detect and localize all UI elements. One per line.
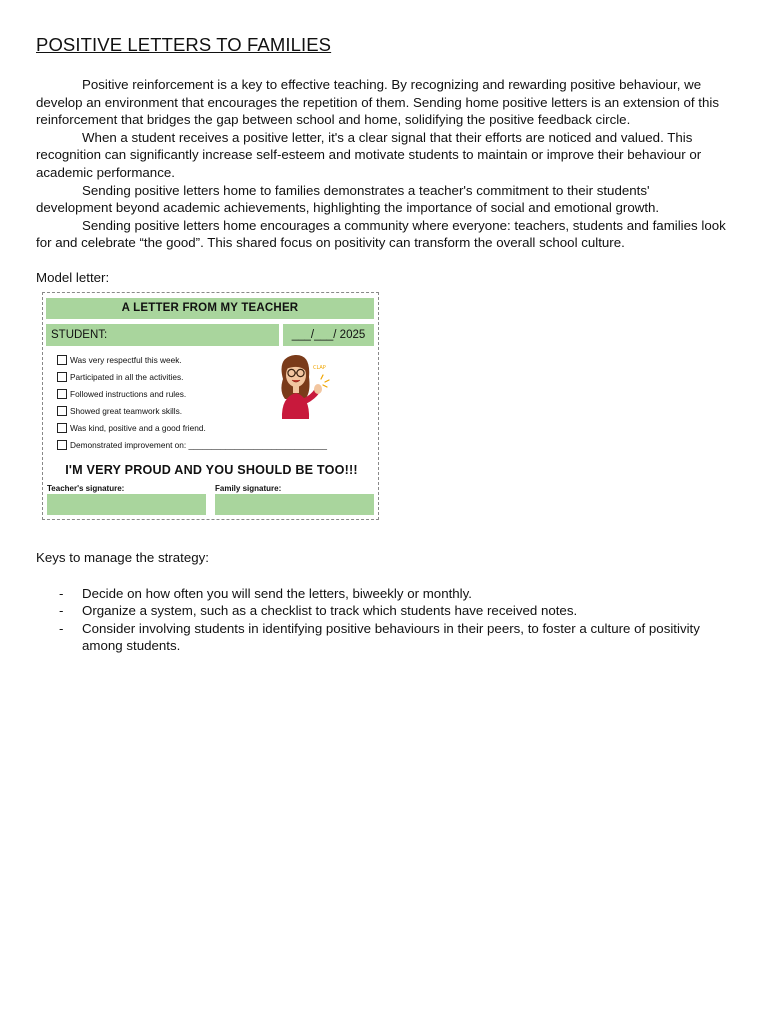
teacher-avatar-icon [265, 349, 335, 421]
checkbox[interactable] [57, 423, 67, 433]
proud-message: I'M VERY PROUD AND YOU SHOULD BE TOO!!! [65, 462, 358, 477]
paragraph-recognition: When a student receives a positive letter, it's a clear signal that their efforts are noticed and valued. This recognition can significantly increase self-esteem and motivate students to maintain or improve their behaviour or academic performance. [36, 129, 702, 180]
checklist-item-label: Showed great teamwork skills. [70, 406, 183, 417]
model-letter-card [42, 292, 379, 520]
list-item [36, 602, 726, 619]
document-page [36, 34, 726, 655]
paragraph-commitment: Sending positive letters home to families demonstrates a teacher's commitment to their students' development beyond academic achievements, highlighting the importance of social and emotional growth. [36, 182, 660, 216]
list-item [36, 620, 726, 655]
teacher-signature-field [47, 494, 206, 515]
list-item [36, 585, 726, 602]
student-field: STUDENT: [46, 324, 279, 346]
date-field: ___/___/ 2025 [283, 324, 374, 346]
checklist-item-label: Demonstrated improvement on: ______________________________ [70, 440, 327, 451]
keys-heading: Keys to manage the strategy: [36, 549, 209, 565]
letter-heading: A LETTER FROM MY TEACHER [46, 298, 374, 319]
bullet-dash: - [59, 585, 64, 601]
checklist-item [57, 420, 377, 437]
page-title: POSITIVE LETTERS TO FAMILIES [36, 34, 332, 55]
list-item-text: Consider involving students in identifying positive behaviours in their peers, to foster a culture of positivity among students. [82, 620, 700, 654]
list-item-text: Decide on how often you will send the letters, biweekly or monthly. [82, 585, 472, 601]
checklist-item-label: Followed instructions and rules. [70, 388, 187, 399]
paragraph-reinforcement: Positive reinforcement is a key to effective teaching. By recognizing and rewarding positive behaviour, we develop an environment that encourages the repetition of them. Sending home positive letters is an extension of this reinforcement that bridges the gap between school and home, solidifying the positive feedback circle. [36, 77, 719, 128]
checkbox[interactable] [57, 355, 67, 365]
checkbox[interactable] [57, 406, 67, 416]
bullet-dash: - [59, 620, 64, 636]
checklist-item-label: Participated in all the activities. [70, 371, 184, 382]
checkbox[interactable] [57, 372, 67, 382]
teacher-signature-label: Teacher's signature: [47, 483, 125, 493]
bullet-dash: - [59, 603, 64, 619]
family-signature-label: Family signature: [215, 483, 282, 493]
checkbox[interactable] [57, 389, 67, 399]
checklist-item-label: Was very respectful this week. [70, 354, 182, 365]
checklist-item-label: Was kind, positive and a good friend. [70, 423, 206, 434]
svg-text:CLAP: CLAP [313, 364, 326, 371]
family-signature-field [215, 494, 374, 515]
list-item-text: Organize a system, such as a checklist to track which students have received notes. [82, 603, 578, 619]
checkbox[interactable] [57, 440, 67, 450]
paragraph-community: Sending positive letters home encourages a community where everyone: teachers, students and families look for and celebrate “the good”. This shared focus on positivity can transform the overall school culture. [36, 217, 726, 251]
checklist-item [57, 437, 377, 454]
keys-list [36, 585, 726, 655]
model-letter-label: Model letter: [36, 269, 110, 285]
